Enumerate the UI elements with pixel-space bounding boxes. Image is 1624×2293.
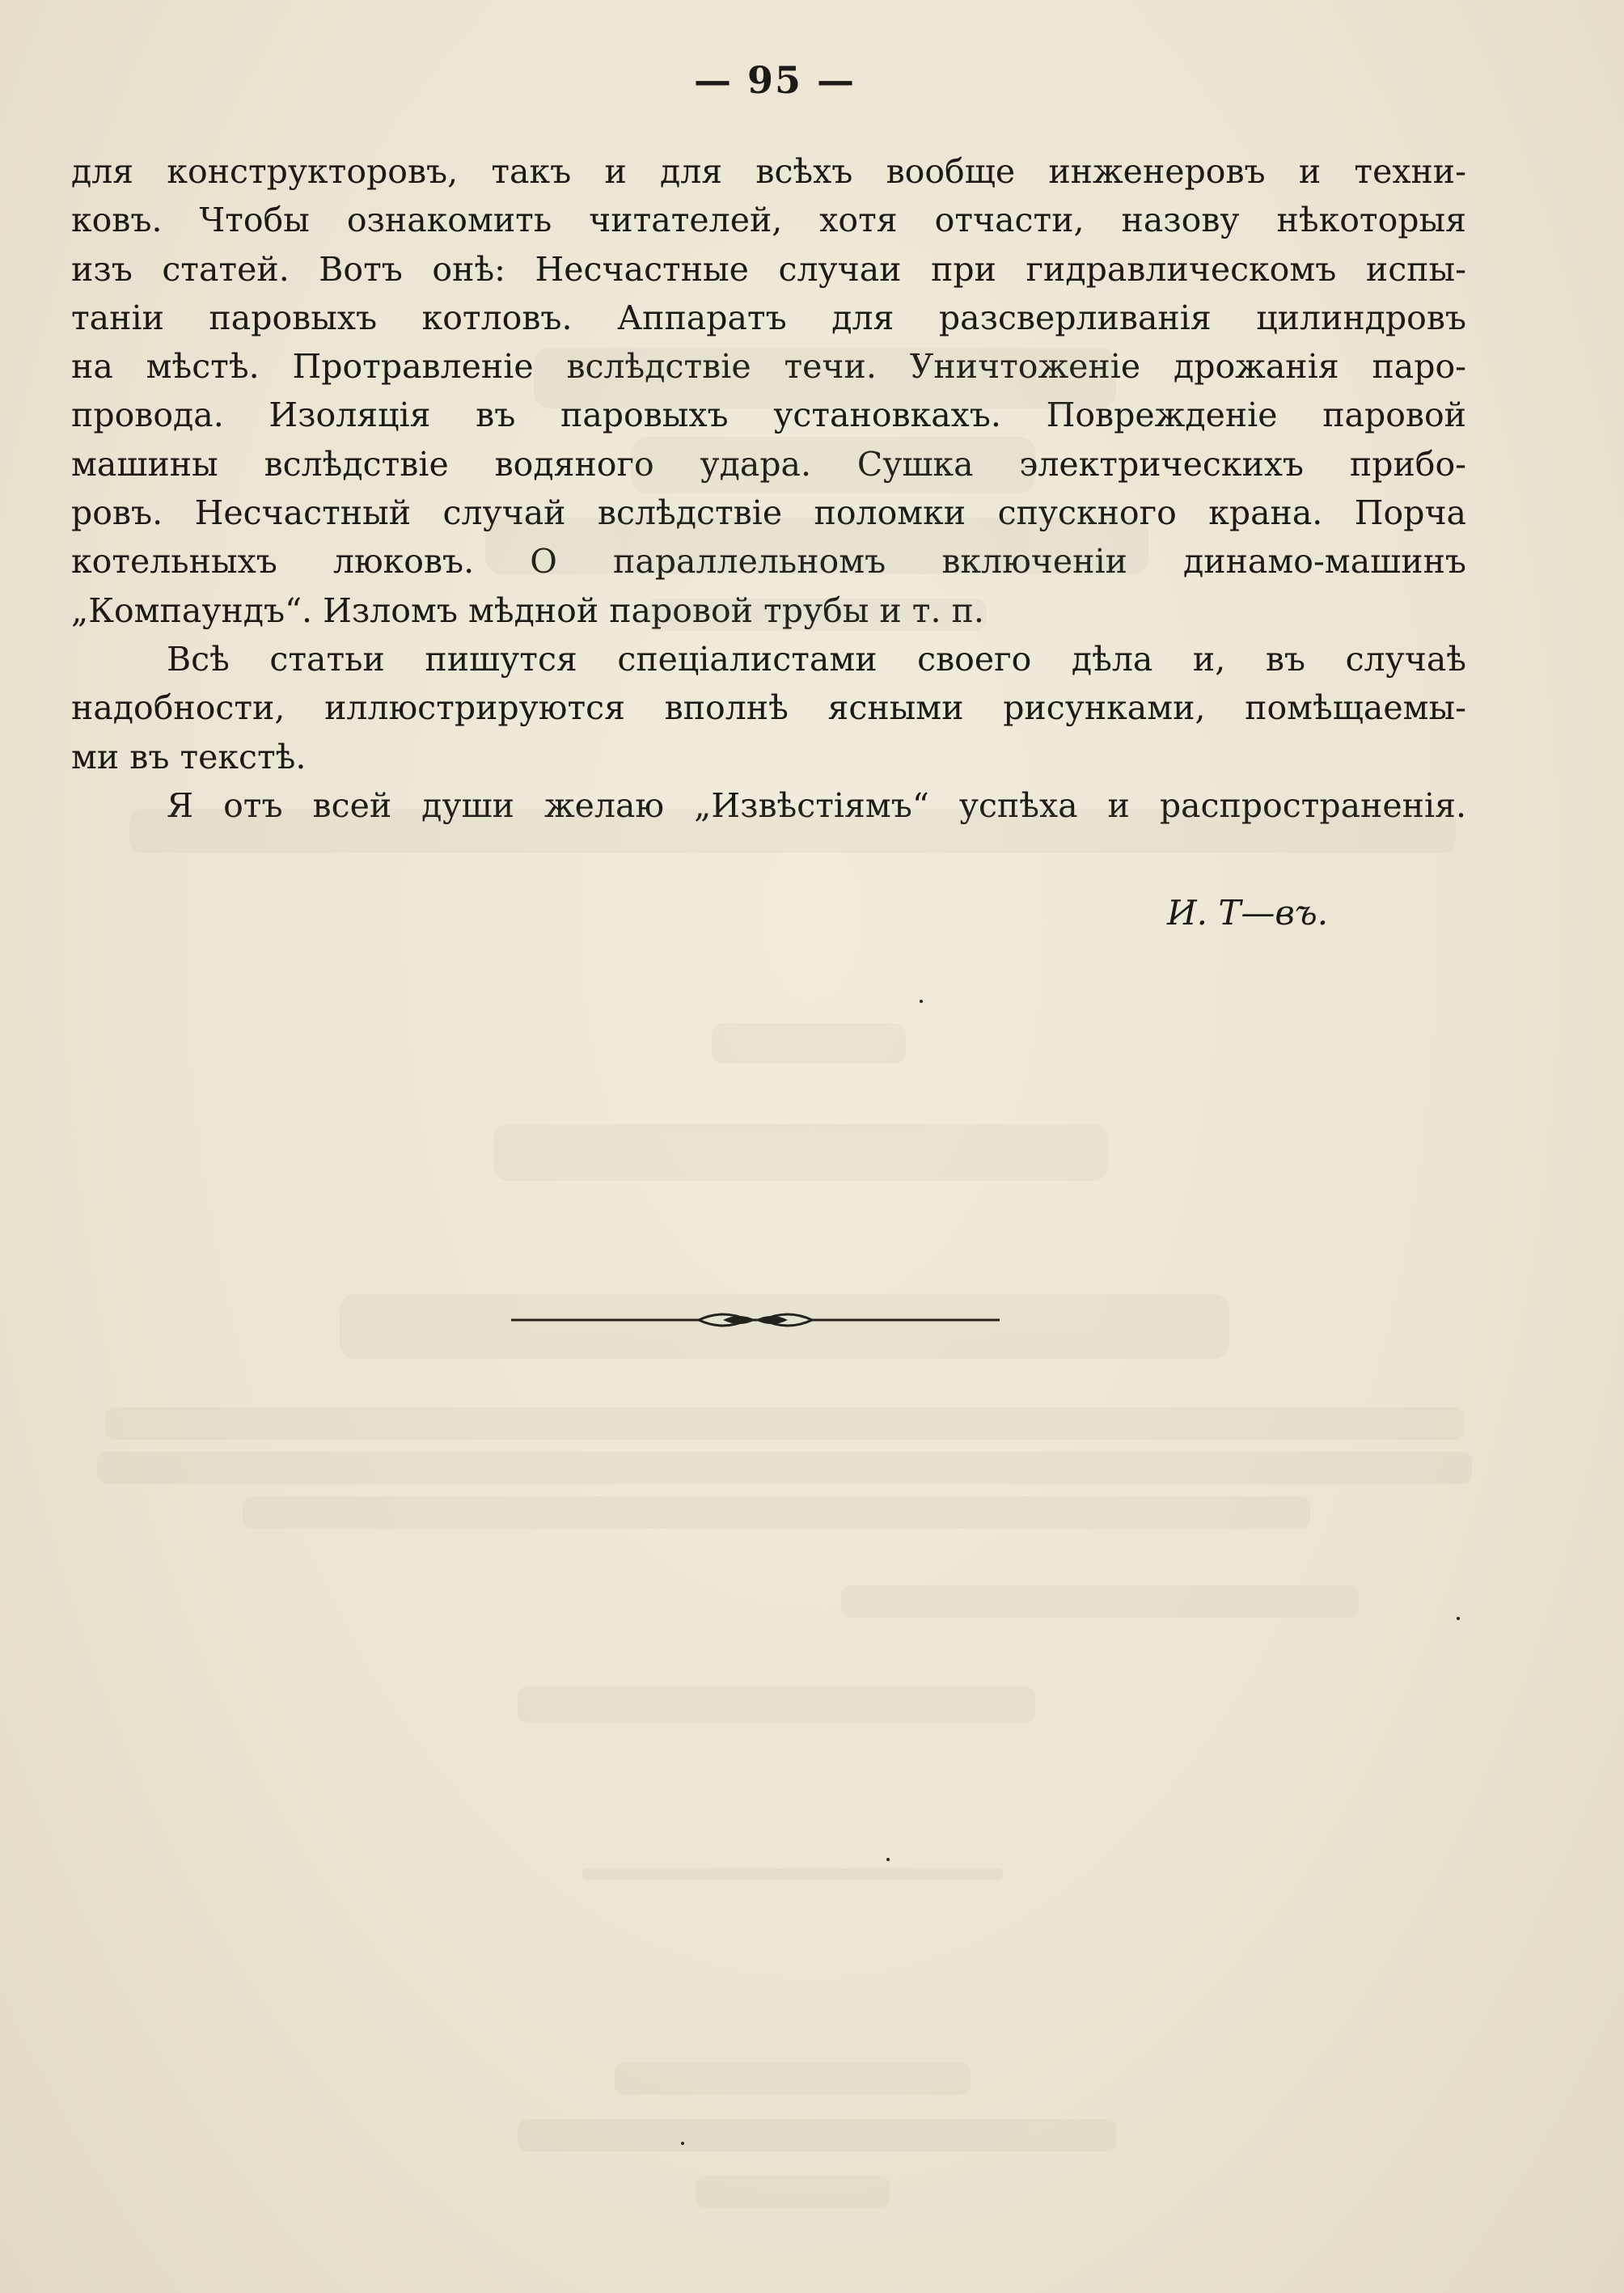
author-signature: И. Т—въ.: [1167, 893, 1329, 933]
text-line: изъ статей. Вотъ онѣ: Несчастные случаи при гидравлическомъ испы-: [71, 249, 1466, 289]
text-line: „Компаундъ“. Изломъ мѣдной паровой трубы и т. п.: [71, 590, 984, 630]
text-line: Всѣ статьи пишутся спеціалистами своего дѣла и, въ случаѣ: [167, 639, 1466, 679]
paragraph-3: [71, 781, 1466, 830]
paragraph-2: [71, 635, 1466, 781]
decorative-rule-ornament: [511, 1304, 1000, 1336]
page-number: — 95 —: [693, 58, 856, 102]
text-line: таніи паровыхъ котловъ. Аппаратъ для разсверливанія цилиндровъ: [71, 298, 1466, 337]
text-line: Я отъ всей души желаю „Извѣстіямъ“ успѣха и распространенія.: [167, 785, 1466, 825]
text-line: ковъ. Чтобы ознакомить читателей, хотя отчасти, назову нѣкоторыя: [71, 201, 1466, 240]
text-line: надобности, иллюстрируются вполнѣ ясными рисунками, помѣщаемы-: [71, 688, 1466, 728]
paper-speck: [920, 1000, 923, 1003]
paper-speck: [1457, 1617, 1460, 1620]
text-line: ровъ. Несчастный случай вслѣдствіе поломки спускного крана. Порча: [71, 493, 1466, 533]
text-line: ми въ текстѣ.: [71, 737, 307, 776]
text-line: для конструкторовъ, такъ и для всѣхъ вообще инженеровъ и техни-: [71, 152, 1466, 191]
paper-speck: [886, 1858, 890, 1861]
text-line: провода. Изоляція въ паровыхъ установкахъ. Поврежденіе паровой: [71, 396, 1466, 435]
text-line: машины вслѣдствіе водяного удара. Сушка электрическихъ прибо-: [71, 444, 1466, 484]
text-line: на мѣстѣ. Протравленіе вслѣдствіе течи. Уничтоженіе дрожанія паро-: [71, 347, 1466, 387]
paper-speck: [681, 2142, 684, 2145]
paragraph-1: [71, 147, 1466, 635]
body-text: [71, 147, 1466, 830]
text-line: котельныхъ люковъ. О параллельномъ включеніи динамо-машинъ: [71, 542, 1466, 582]
